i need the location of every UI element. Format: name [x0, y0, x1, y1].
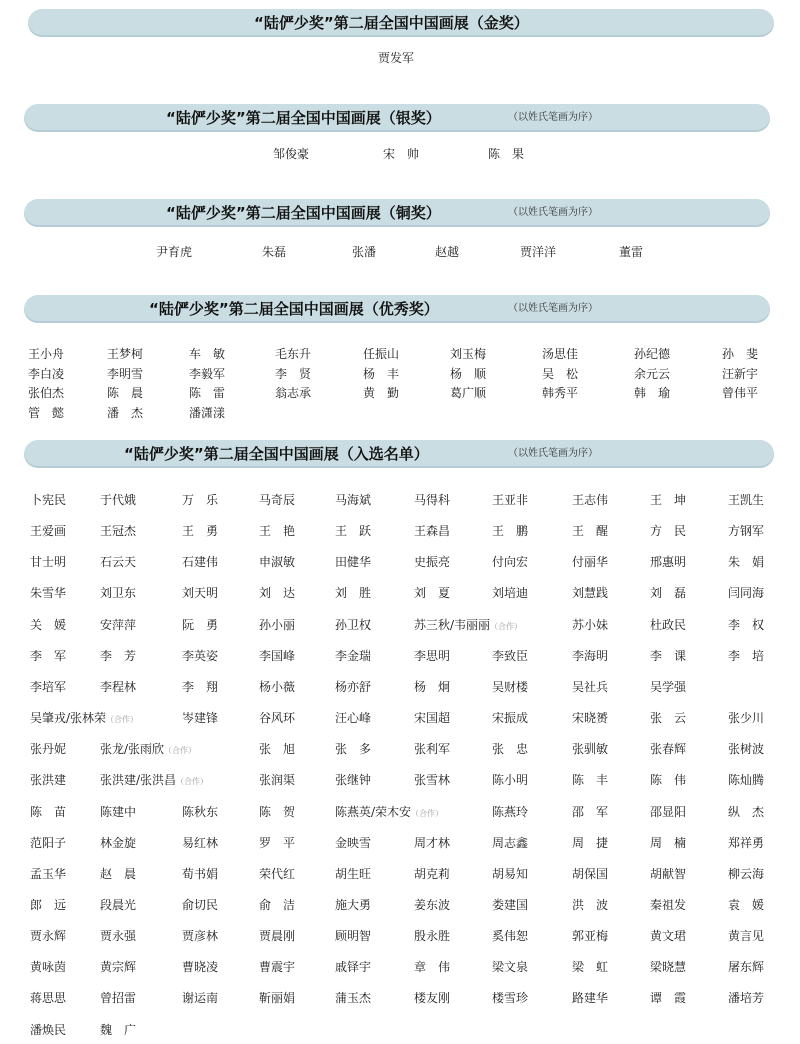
selected-entry-name: 魏 广 [100, 1022, 137, 1037]
award-name: 贾发军 [378, 51, 415, 65]
selected-entry-name: 林金旋 [100, 835, 137, 850]
selected-entry-name: 陈灿腾 [728, 773, 765, 788]
excellence-award-name: 汤思佳 [542, 347, 579, 361]
selected-entry-name: 付向宏 [492, 555, 529, 570]
selected-entry-name: 马海斌 [335, 493, 372, 507]
excellence-award-name: 葛广顺 [450, 386, 487, 400]
selected-entry-name: 方 民 [650, 524, 687, 539]
selected-entry-name: 苏小妹 [572, 617, 609, 632]
selected-entry-name: 张利军 [414, 742, 451, 757]
selected-entry-name: 周志鑫 [492, 835, 529, 850]
selected-entry-name: 王亚非 [492, 493, 529, 507]
selected-entry-name: 王森昌 [414, 524, 451, 539]
selected-entry-name: 曹晓凌 [182, 960, 219, 975]
selected-entry-name: 贾永辉 [30, 929, 67, 944]
selected-entry-name: 贾晨刚 [259, 929, 296, 944]
selected-entry-name: 李培军 [30, 679, 67, 694]
bronze-section-title: “陆俨少奖”第二届全国中国画展（铜奖） [166, 204, 441, 222]
selected-entry-name: 孙卫权 [335, 617, 372, 632]
selected-entry-name: 张春辉 [650, 742, 687, 757]
silver-section-note: （以姓氏笔画为序） [508, 112, 598, 123]
selected-entry-name: 宋振成 [492, 711, 529, 726]
excellence-award-name: 张伯杰 [28, 386, 65, 400]
selected-entry-name: 屠东辉 [728, 960, 765, 975]
excellence-award-name: 陈 雷 [189, 386, 226, 400]
selected-entry-name: 邵显阳 [650, 804, 687, 819]
selected-entry-name: 黄宗辉 [100, 960, 137, 975]
selected-entry-name: 荣代红 [259, 866, 296, 881]
selected-entry-name: 陈建中 [100, 804, 137, 819]
selected-entry-name: 黄文珺 [650, 929, 687, 944]
selected-entry-name: 马得科 [414, 493, 451, 507]
silver-section-title: “陆俨少奖”第二届全国中国画展（银奖） [166, 109, 441, 127]
selected-entry-name: 卜宪民 [30, 493, 67, 507]
selected-entry-name: 王 艳 [259, 524, 296, 539]
joint-work-tag: （合作） [176, 777, 209, 787]
selected-entry-name: 蒋思思 [30, 991, 67, 1006]
selected-entry-name: 俞切民 [182, 897, 219, 912]
selected-entry-name: 李金瑞 [335, 648, 372, 663]
selected-entry-name: 王 坤 [650, 493, 687, 507]
selected-entry-name: 柳云海 [728, 866, 765, 881]
selected-entry-name: 刘卫东 [100, 586, 137, 601]
selected-entry-name: 邢惠明 [650, 555, 687, 570]
selected-entry-name: 周才林 [414, 835, 451, 850]
selected-entry-name: 李英姿 [182, 648, 219, 663]
excellence-award-name: 黄 勤 [363, 386, 400, 400]
selected-entry-name: 张雪林 [414, 773, 451, 788]
selected-entry-name: 王凯生 [728, 493, 765, 507]
selected-entry-name: 刘 胜 [335, 586, 372, 601]
excellence-award-name: 汪新宇 [722, 366, 759, 381]
excellence-award-name: 毛东升 [275, 347, 312, 361]
bronze-section-note: （以姓氏笔画为序） [508, 207, 598, 218]
excellence-award-name: 王梦柯 [107, 347, 144, 361]
selected-entry-name: 娄建国 [492, 897, 529, 912]
award-name: 尹育虎 [156, 245, 193, 259]
award-name: 朱磊 [262, 245, 287, 259]
selected-entry-name: 张 多 [335, 742, 372, 757]
selected-entry-name: 刘天明 [182, 586, 219, 601]
selected-entry-name: 李 培 [728, 648, 765, 663]
selected-entry-name: 李 芳 [100, 648, 137, 663]
joint-names: 苏三秋/韦丽丽 [414, 617, 491, 632]
selected-entry-name: 陈 苗 [30, 804, 67, 819]
award-name: 邹俊豪 [273, 147, 310, 161]
excellence-section-header [24, 295, 770, 323]
joint-work-tag: （合作） [490, 621, 523, 631]
selected-entry-name: 朱 娟 [728, 555, 765, 570]
selected-entry-name: 梁 虹 [572, 960, 609, 975]
selected-entry-name: 汪心峰 [335, 711, 372, 726]
selected-entry-name: 宋国超 [414, 711, 451, 726]
excellence-award-name: 李明雪 [107, 366, 144, 381]
selected-entry-name: 戚铎宇 [335, 960, 372, 975]
selected-entry-name: 王 跃 [335, 524, 372, 539]
selected-section-header [24, 440, 774, 468]
selected-entry-name: 刘慧践 [572, 586, 609, 601]
selected-entry-name [30, 710, 138, 728]
selected-entry-name: 关 媛 [30, 617, 67, 632]
award-name: 陈 果 [488, 147, 525, 161]
excellence-award-name: 李 贤 [275, 366, 312, 381]
joint-names: 张洪建/张洪昌 [100, 773, 177, 788]
excellence-award-name: 管 懿 [28, 405, 65, 420]
selected-entry-name: 段晨光 [100, 897, 137, 912]
selected-entry-name: 贾永强 [100, 929, 137, 944]
selected-entry-name: 李 课 [650, 648, 687, 663]
selected-entry-name: 张驯敏 [572, 742, 609, 757]
selected-entry-name: 顾明智 [335, 929, 372, 944]
selected-entry-name: 楼雪珍 [492, 991, 529, 1006]
joint-work-tag: （合作） [106, 715, 139, 725]
selected-entry-name: 邵 军 [572, 804, 609, 819]
selected-entry-name: 周 捷 [572, 835, 609, 850]
joint-names: 张龙/张雨欣 [100, 742, 165, 757]
bronze-section-header [24, 199, 770, 227]
excellence-award-name: 陈 晨 [107, 386, 144, 400]
selected-entry-name: 谢运南 [182, 991, 219, 1006]
selected-entry-name: 宋晓赟 [572, 711, 609, 726]
selected-entry-name: 吴财楼 [492, 679, 529, 694]
selected-entry-name: 申淑敏 [259, 555, 296, 570]
selected-entry-name: 李 军 [30, 648, 67, 663]
selected-entry-name: 陈 丰 [572, 773, 609, 788]
selected-entry-name [100, 741, 196, 759]
selected-entry-name: 奚伟恕 [492, 929, 529, 944]
selected-entry-name: 罗 平 [259, 835, 296, 850]
excellence-award-name: 李白凌 [28, 366, 65, 381]
selected-entry-name: 王冠杰 [100, 524, 137, 539]
selected-entry-name: 俞 洁 [259, 897, 296, 912]
selected-entry-name: 梁晓慧 [650, 960, 687, 975]
selected-entry-name: 施大勇 [335, 897, 372, 912]
selected-entry-name: 李 权 [728, 617, 765, 632]
selected-entry-name [335, 804, 443, 822]
selected-entry-name: 胡保国 [572, 866, 609, 881]
selected-entry-name: 王爱画 [30, 524, 67, 539]
selected-entry-name: 潘培芳 [728, 991, 765, 1006]
selected-entry-name: 曹震宇 [259, 960, 296, 975]
selected-entry-name: 李程林 [100, 679, 137, 694]
selected-entry-name: 殷永胜 [414, 929, 451, 944]
selected-entry-name: 张继钟 [335, 773, 372, 788]
selected-entry-name: 李 翔 [182, 679, 219, 694]
selected-entry-name: 郑祥勇 [728, 835, 765, 850]
selected-entry-name: 胡易知 [492, 866, 529, 881]
selected-entry-name: 方钢军 [728, 524, 765, 539]
selected-entry-name: 田健华 [335, 555, 372, 570]
excellence-award-name: 曾伟平 [722, 386, 759, 400]
selected-entry-name: 潘焕民 [30, 1022, 67, 1037]
excellence-section-title: “陆俨少奖”第二届全国中国画展（优秀奖） [149, 300, 439, 318]
excellence-award-name: 杨 丰 [363, 366, 400, 381]
selected-section-note: （以姓氏笔画为序） [508, 448, 598, 459]
selected-entry-name: 孙小丽 [259, 617, 296, 632]
selected-entry-name: 刘 夏 [414, 586, 451, 601]
selected-entry-name: 张树波 [728, 742, 765, 757]
excellence-award-name: 潘潇漾 [189, 405, 226, 420]
selected-entry-name: 石建伟 [182, 555, 219, 570]
selected-entry-name: 张 旭 [259, 742, 296, 757]
selected-entry-name: 岑建锋 [182, 711, 219, 726]
selected-entry-name: 周 楠 [650, 835, 687, 850]
excellence-award-name: 李毅军 [189, 366, 226, 381]
selected-entry-name: 付丽华 [572, 555, 609, 570]
selected-entry-name: 王 鹏 [492, 524, 529, 539]
selected-entry-name: 杨亦舒 [335, 679, 372, 694]
selected-entry-name: 李思明 [414, 648, 451, 663]
selected-entry-name: 金映雪 [335, 835, 372, 850]
selected-entry-name: 范阳子 [30, 835, 67, 850]
selected-entry-name: 刘 磊 [650, 586, 687, 601]
selected-entry-name: 阮 勇 [182, 617, 219, 632]
joint-names: 吴肇戎/张林荣 [30, 711, 107, 726]
selected-entry-name: 曾招雷 [100, 991, 137, 1006]
excellence-award-name: 韩秀平 [542, 386, 579, 400]
selected-entry-name: 荀书娟 [182, 866, 219, 881]
excellence-award-name: 刘玉梅 [450, 347, 487, 361]
excellence-section-note: （以姓氏笔画为序） [508, 303, 598, 314]
excellence-award-name: 杨 顺 [450, 366, 487, 381]
selected-entry-name: 朱雪华 [30, 586, 67, 601]
selected-entry-name: 郭亚梅 [572, 929, 609, 944]
selected-entry-name: 陈 贺 [259, 804, 296, 819]
excellence-award-name: 孙纪德 [634, 347, 671, 361]
selected-entry-name: 李海明 [572, 648, 609, 663]
selected-entry-name: 陈燕玲 [492, 804, 529, 819]
selected-entry-name: 刘 达 [259, 586, 296, 601]
selected-entry-name: 王 勇 [182, 524, 219, 539]
selected-entry-name: 张润渠 [259, 773, 296, 788]
selected-entry-name: 蒲玉杰 [335, 991, 372, 1006]
gold-section-header [28, 9, 774, 37]
selected-entry-name: 张洪建 [30, 773, 67, 788]
excellence-award-name: 潘 杰 [107, 405, 144, 420]
excellence-award-name: 韩 瑜 [634, 386, 671, 400]
excellence-award-name: 孙 斐 [722, 347, 759, 361]
award-name: 宋 帅 [383, 147, 420, 161]
selected-entry-name: 陈秋东 [182, 804, 219, 819]
selected-entry-name: 孟玉华 [30, 866, 67, 881]
selected-entry-name: 安萍萍 [100, 617, 137, 632]
selected-entry-name [414, 617, 522, 635]
selected-entry-name: 路建华 [572, 991, 609, 1006]
award-name: 张潘 [352, 245, 377, 259]
selected-entry-name: 胡生旺 [335, 866, 372, 881]
selected-section-title: “陆俨少奖”第二届全国中国画展（入选名单） [124, 445, 429, 463]
joint-work-tag: （合作） [164, 746, 197, 756]
selected-entry-name: 赵 晨 [100, 866, 137, 881]
silver-section-header [24, 104, 770, 132]
selected-entry-name: 杨小薇 [259, 679, 296, 694]
award-name: 赵越 [435, 245, 460, 259]
selected-entry-name: 杜政民 [650, 617, 687, 632]
selected-entry-name: 梁文泉 [492, 960, 529, 975]
selected-entry-name: 谷风环 [259, 711, 296, 726]
gold-section-title: “陆俨少奖”第二届全国中国画展（金奖） [254, 14, 529, 32]
excellence-award-name: 任振山 [363, 347, 400, 361]
selected-entry-name: 贾彦林 [182, 929, 219, 944]
selected-entry-name: 洪 波 [572, 897, 609, 912]
selected-entry-name: 张 云 [650, 711, 687, 726]
selected-entry-name: 张 忠 [492, 742, 529, 757]
selected-entry-name: 甘士明 [30, 555, 67, 570]
selected-entry-name: 陈 伟 [650, 773, 687, 788]
selected-entry-name: 黄咏茵 [30, 960, 67, 975]
joint-work-tag: （合作） [411, 808, 444, 818]
excellence-award-name: 吴 松 [542, 366, 579, 381]
selected-entry-name: 马奇辰 [259, 493, 296, 507]
excellence-award-name: 车 敏 [189, 347, 226, 361]
selected-entry-name: 张丹妮 [30, 742, 67, 757]
selected-entry-name: 纵 杰 [728, 804, 765, 819]
selected-entry-name: 李致臣 [492, 648, 529, 663]
award-name: 董雷 [619, 245, 644, 259]
award-name: 贾洋洋 [520, 245, 557, 259]
excellence-award-name: 余元云 [634, 366, 671, 381]
selected-entry-name: 靳丽娟 [259, 991, 296, 1006]
selected-entry-name: 吴社兵 [572, 679, 609, 694]
joint-names: 陈燕英/荣木安 [335, 804, 412, 819]
excellence-award-name: 翁志承 [275, 386, 312, 400]
selected-entry-name: 王 醒 [572, 524, 609, 539]
selected-entry-name: 张少川 [728, 711, 765, 726]
selected-entry-name: 于代娥 [100, 493, 137, 507]
selected-entry-name: 黄言见 [728, 929, 765, 944]
selected-entry-name [100, 772, 208, 790]
selected-entry-name: 李国峰 [259, 648, 296, 663]
excellence-award-name: 王小舟 [28, 347, 65, 361]
selected-entry-name: 楼友刚 [414, 991, 451, 1006]
selected-entry-name: 郎 远 [30, 897, 67, 912]
selected-entry-name: 杨 炯 [414, 679, 451, 694]
selected-entry-name: 胡克莉 [414, 866, 451, 881]
selected-entry-name: 陈小明 [492, 773, 529, 788]
selected-entry-name: 袁 媛 [728, 897, 765, 912]
selected-entry-name: 秦祖发 [650, 897, 687, 912]
selected-entry-name: 姜东波 [414, 897, 451, 912]
selected-entry-name: 吴学强 [650, 679, 687, 694]
selected-entry-name: 章 伟 [414, 960, 451, 975]
selected-entry-name: 胡献智 [650, 866, 687, 881]
selected-entry-name: 闫同海 [728, 586, 765, 601]
selected-entry-name: 万 乐 [182, 493, 219, 507]
selected-entry-name: 易红林 [182, 835, 219, 850]
selected-entry-name: 谭 霞 [650, 991, 687, 1006]
selected-entry-name: 王志伟 [572, 493, 609, 507]
selected-entry-name: 石云天 [100, 555, 137, 570]
selected-entry-name: 史振亮 [414, 555, 451, 570]
selected-entry-name: 刘培迪 [492, 586, 529, 601]
